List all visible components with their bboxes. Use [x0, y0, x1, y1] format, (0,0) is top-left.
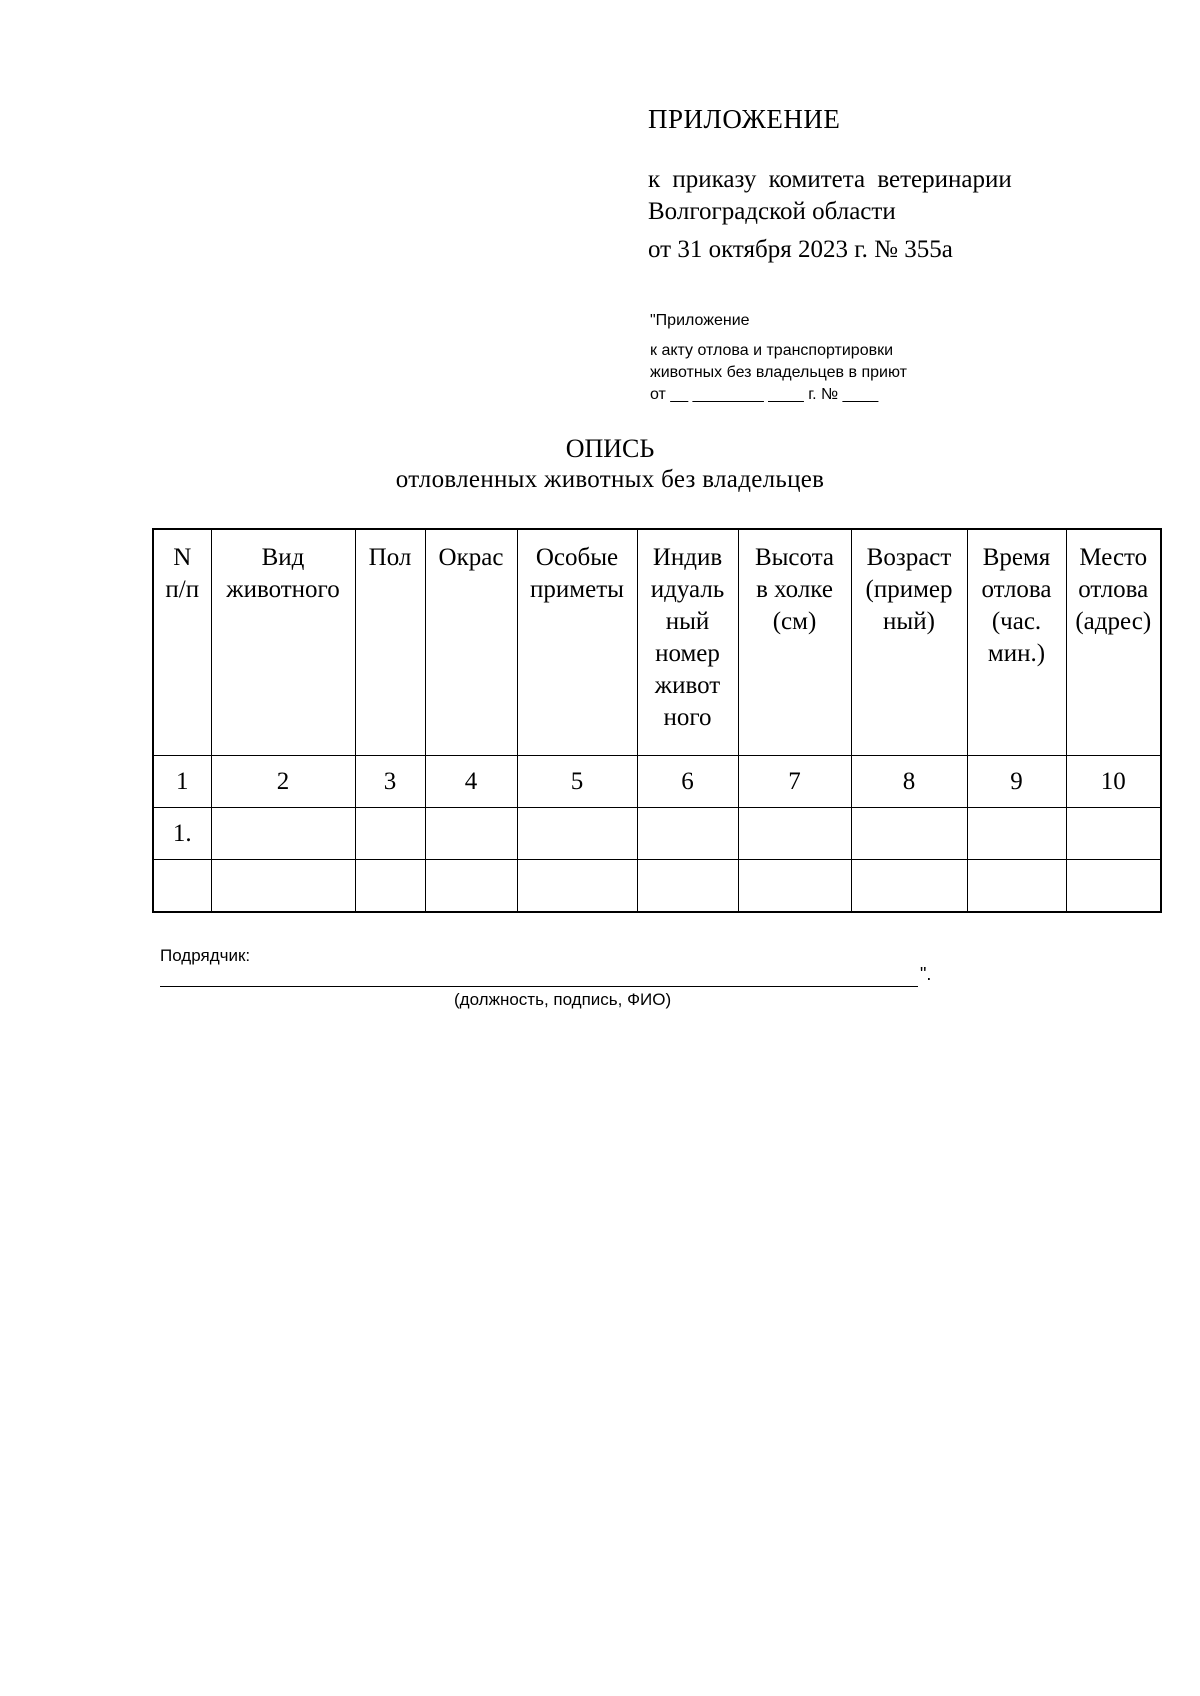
order-reference-line-1: к приказу комитета ветеринарии: [648, 166, 1012, 193]
table-cell: [967, 860, 1066, 913]
table-cell: [1066, 860, 1161, 913]
header-cell: Место отлова (адрес): [1066, 529, 1161, 756]
table-cell: [211, 808, 355, 860]
column-number-cell: 2: [211, 756, 355, 808]
column-number-cell: 6: [637, 756, 738, 808]
contractor-label: Подрядчик:: [160, 946, 251, 965]
document-title: ОПИСЬ: [565, 434, 655, 463]
header-cell: Время отлова (час. мин.): [967, 529, 1066, 756]
table-cell: [425, 860, 517, 913]
document-subtitle: отловленных животных без владельцев: [395, 466, 825, 493]
table-cell: [967, 808, 1066, 860]
header-cell: Особые приметы: [517, 529, 637, 756]
table-cell: [517, 808, 637, 860]
table-cell: [637, 808, 738, 860]
table-cell: [425, 808, 517, 860]
appendix-title: ПРИЛОЖЕНИЕ: [648, 104, 841, 134]
act-date-number-blank: от __ ________ ____ г. № ____: [650, 386, 879, 403]
table-header-row: [153, 529, 1161, 756]
table-row: [153, 808, 1161, 860]
table-cell: [738, 860, 851, 913]
act-appendix-label: "Приложение: [650, 312, 750, 329]
column-number-cell: 1: [153, 756, 211, 808]
table-cell: [517, 860, 637, 913]
column-number-cell: 8: [851, 756, 967, 808]
table-row: [153, 860, 1161, 913]
header-cell: Индив идуаль ный номер живот ного: [637, 529, 738, 756]
table-cell: [1066, 808, 1161, 860]
column-number-cell: 3: [355, 756, 425, 808]
column-number-cell: 9: [967, 756, 1066, 808]
table-cell: 1.: [153, 808, 211, 860]
header-cell: Вид животного: [211, 529, 355, 756]
order-reference-line-2: Волгоградской области: [648, 198, 896, 225]
column-number-cell: 10: [1066, 756, 1161, 808]
signature-caption: (должность, подпись, ФИО): [454, 990, 672, 1009]
animal-inventory-table: [152, 528, 1162, 913]
order-date-number: от 31 октября 2023 г. № 355а: [648, 236, 953, 263]
table-cell: [851, 808, 967, 860]
act-reference-line-2: животных без владельцев в приют: [650, 364, 907, 381]
header-cell: Возраст (пример ный): [851, 529, 967, 756]
header-cell: Окрас: [425, 529, 517, 756]
column-number-cell: 7: [738, 756, 851, 808]
header-cell: N п/п: [153, 529, 211, 756]
table-cell: [851, 860, 967, 913]
header-cell: Пол: [355, 529, 425, 756]
column-number-row: [153, 756, 1161, 808]
act-reference-line-1: к акту отлова и транспортировки: [650, 342, 894, 359]
signature-line-end: ".: [920, 964, 932, 984]
column-number-cell: 5: [517, 756, 637, 808]
table-cell: [355, 860, 425, 913]
header-cell: Высота в холке (см): [738, 529, 851, 756]
column-number-cell: 4: [425, 756, 517, 808]
table-cell: [738, 808, 851, 860]
table-cell: [153, 860, 211, 913]
signature-line: [160, 986, 918, 987]
table-cell: [211, 860, 355, 913]
table-cell: [355, 808, 425, 860]
table-cell: [637, 860, 738, 913]
